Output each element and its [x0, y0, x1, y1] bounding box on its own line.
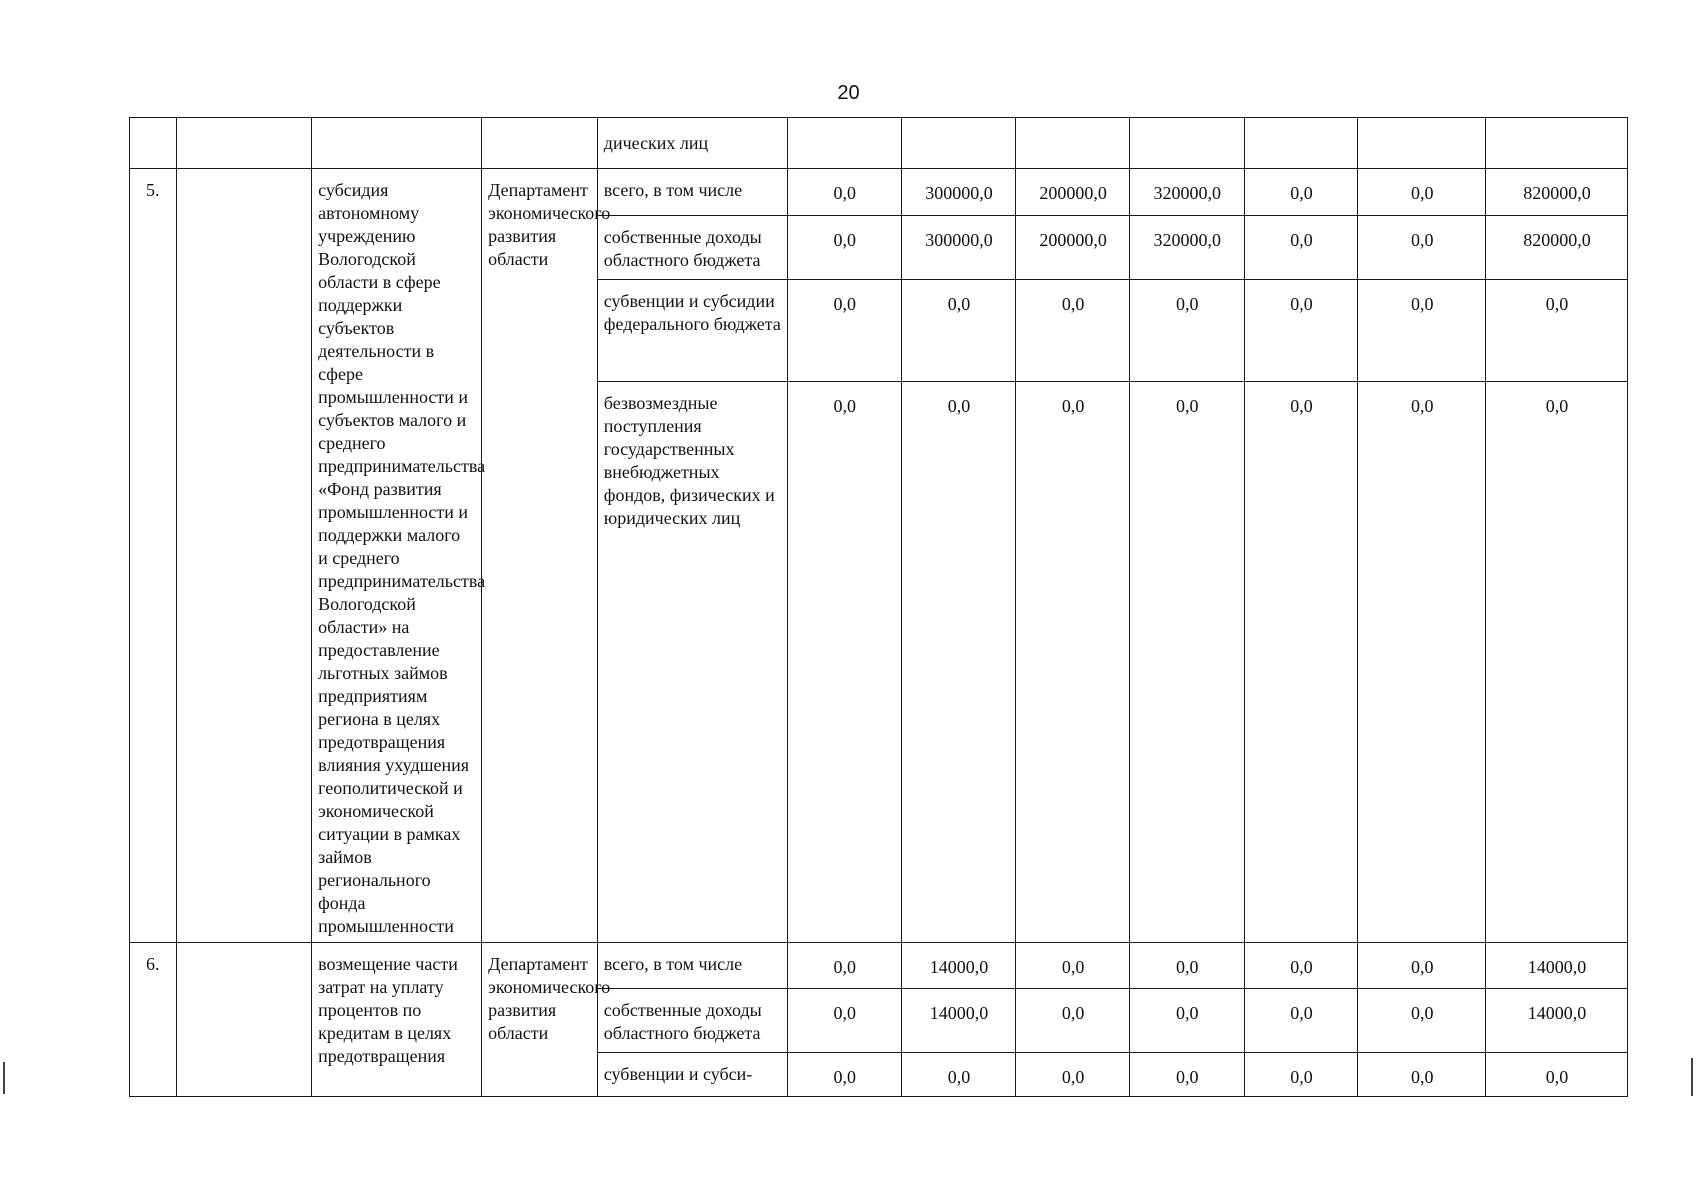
value-cell: 0,0: [901, 280, 1016, 382]
total-cell: 0,0: [1486, 1053, 1628, 1097]
value-cell: 0,0: [1358, 215, 1486, 280]
total-cell: 0,0: [1486, 280, 1628, 382]
total-cell: 820000,0: [1486, 215, 1628, 280]
value-cell: [1016, 118, 1130, 169]
source-cell: дических лиц: [597, 118, 787, 169]
page-number: 20: [837, 82, 860, 104]
cell-empty: [177, 943, 312, 1097]
cell-empty: [312, 118, 482, 169]
value-cell: 0,0: [787, 215, 901, 280]
source-cell: всего, в том числе: [597, 943, 787, 989]
row-index: 5.: [130, 169, 177, 943]
table-row: [130, 943, 1628, 989]
source-cell: собственные доходы областного бюджета: [597, 215, 787, 280]
value-cell: 0,0: [1358, 280, 1486, 382]
value-cell: 0,0: [1016, 943, 1130, 989]
value-cell: 320000,0: [1129, 215, 1244, 280]
value-cell: [1358, 118, 1486, 169]
executor-cell: Департамент экономического развития области: [482, 169, 598, 943]
value-cell: 0,0: [1244, 215, 1358, 280]
value-cell: 0,0: [901, 382, 1016, 943]
value-cell: 0,0: [787, 280, 901, 382]
value-cell: [787, 118, 901, 169]
source-cell: собственные доходы областного бюджета: [597, 989, 787, 1053]
scan-artifact: [1691, 1058, 1693, 1096]
value-cell: 300000,0: [901, 215, 1016, 280]
value-cell: 0,0: [1129, 943, 1244, 989]
source-cell: безвозмездные поступления государственных внебюджетных фондов, физических и юридических лиц: [597, 382, 787, 943]
cell-empty: [482, 118, 598, 169]
source-cell: субвенции и субсидии федерального бюджета: [597, 280, 787, 382]
value-cell: 0,0: [1016, 989, 1130, 1053]
value-cell: 0,0: [1244, 382, 1358, 943]
value-cell: 0,0: [1244, 280, 1358, 382]
value-cell: 0,0: [1244, 989, 1358, 1053]
value-cell: 0,0: [787, 943, 901, 989]
value-cell: 0,0: [1016, 1053, 1130, 1097]
cell-empty: [130, 118, 177, 169]
row-index: 6.: [130, 943, 177, 1097]
measure-cell: возмещение части затрат на уплату процентов по кредитам в целях предотвращения: [312, 943, 482, 1097]
total-cell: 14000,0: [1486, 989, 1628, 1053]
value-cell: 0,0: [1358, 382, 1486, 943]
total-cell: 820000,0: [1486, 169, 1628, 216]
value-cell: 200000,0: [1016, 169, 1130, 216]
value-cell: [1486, 118, 1628, 169]
value-cell: 320000,0: [1129, 169, 1244, 216]
total-cell: 0,0: [1486, 382, 1628, 943]
value-cell: 0,0: [1244, 1053, 1358, 1097]
value-cell: 0,0: [1244, 169, 1358, 216]
value-cell: 200000,0: [1016, 215, 1130, 280]
source-cell: субвенции и субси-: [597, 1053, 787, 1097]
value-cell: 0,0: [1016, 382, 1130, 943]
value-cell: [901, 118, 1016, 169]
value-cell: 0,0: [1358, 943, 1486, 989]
cell-empty: [177, 118, 312, 169]
value-cell: 0,0: [1016, 280, 1130, 382]
value-cell: 14000,0: [901, 989, 1016, 1053]
value-cell: 0,0: [1244, 943, 1358, 989]
budget-table: [129, 117, 1628, 1097]
value-cell: 14000,0: [901, 943, 1016, 989]
value-cell: [1244, 118, 1358, 169]
source-cell: всего, в том числе: [597, 169, 787, 216]
total-cell: 14000,0: [1486, 943, 1628, 989]
value-cell: 0,0: [1358, 1053, 1486, 1097]
value-cell: 0,0: [787, 989, 901, 1053]
measure-cell: субсидия автономному учреждению Вологодской области в сфере поддержки субъектов деятельности в сфере промышленности и субъектов малого и среднего предпринимательства «Фонд развития промышленности и поддержки малого и среднего предпринимательства Вологодской области» на предоставление льготных займов предприятиям региона в целях предотвращения влияния ухудшения геополитической и экономической ситуации в рамках займов регионального фонда промышленности: [312, 169, 482, 943]
value-cell: 0,0: [1358, 169, 1486, 216]
cell-empty: [177, 169, 312, 943]
continuation-row: [130, 118, 1628, 169]
value-cell: 0,0: [901, 1053, 1016, 1097]
scan-artifact: [3, 1062, 5, 1094]
value-cell: 0,0: [1129, 382, 1244, 943]
value-cell: 0,0: [1129, 989, 1244, 1053]
value-cell: 0,0: [1129, 1053, 1244, 1097]
value-cell: 0,0: [787, 382, 901, 943]
executor-cell: Департамент экономического развития области: [482, 943, 598, 1097]
value-cell: [1129, 118, 1244, 169]
value-cell: 300000,0: [901, 169, 1016, 216]
value-cell: 0,0: [1358, 989, 1486, 1053]
table-row: [130, 169, 1628, 216]
value-cell: 0,0: [1129, 280, 1244, 382]
value-cell: 0,0: [787, 169, 901, 216]
value-cell: 0,0: [787, 1053, 901, 1097]
